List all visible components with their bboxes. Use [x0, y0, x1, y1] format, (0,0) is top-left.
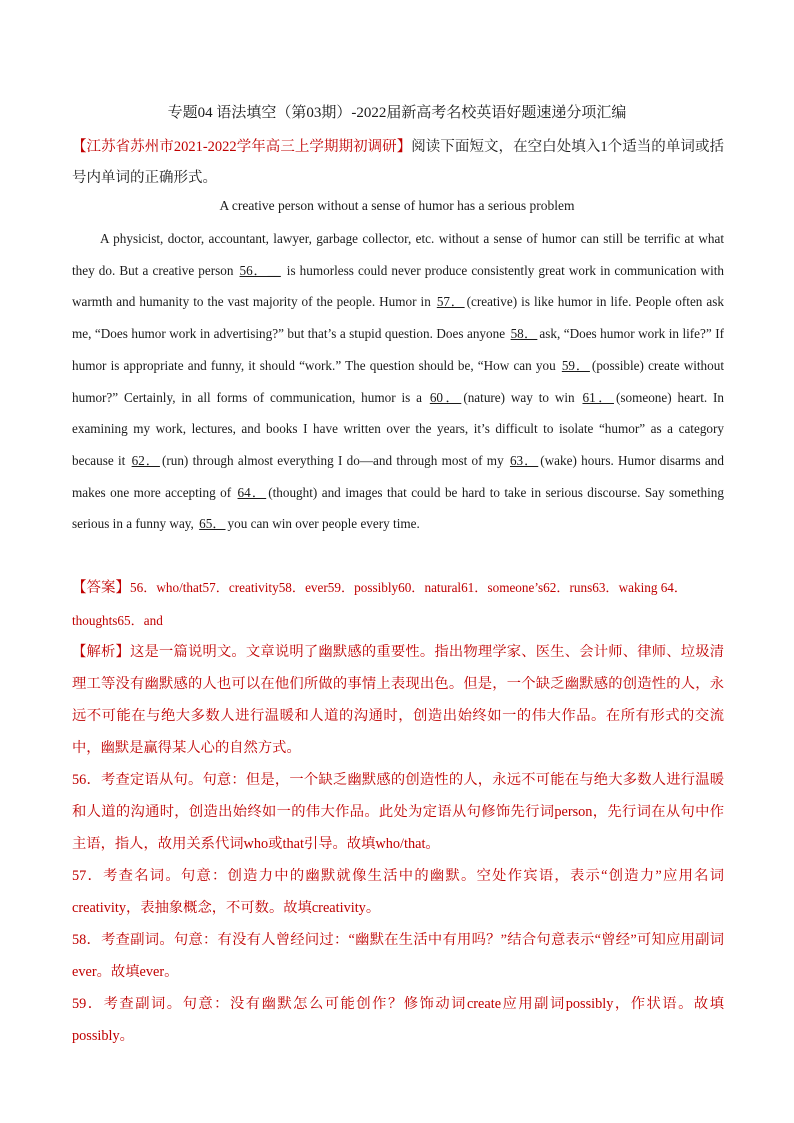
passage-text: (creative) is like humor in life. People often ask me, “Does humor work in advertising?” but that’s a stupid question. Does anyone [72, 294, 724, 342]
passage-text: (possible) create without humor?” Certainly, in all forms of communication, humor is a [72, 357, 724, 405]
analysis-item-58: 58．考查副词。句意：有没有人曾经问过：“幽默在生活中有用吗？”结合句意表示“曾经”可知应用副词ever。故填ever。 [72, 932, 724, 980]
blank-56: 56．__ [239, 262, 281, 278]
passage-text: ask, “Does humor work in life?” If humor is appropriate and funny, it should “work.” The question should be, “How can you [72, 326, 725, 373]
analysis-item-59: 59．考查副词。句意：没有幽默怎么可能创作？修饰动词create应用副词possibly，作状语。故填possibly。 [72, 996, 724, 1044]
blank-61: 61． [582, 389, 614, 405]
blank-65: 65． [199, 516, 226, 532]
passage-paragraph [72, 223, 724, 540]
source-and-instruction [72, 132, 724, 194]
answer-text: 56．who/that57．creativity58．ever59．possibly60．natural61．someone’s62．runs63．waking 64．thoughts65．and [72, 580, 688, 628]
passage-title: A creative person without a sense of humor has a serious problem [219, 198, 575, 213]
analysis-item-57: 57．考查名词。句意：创造力中的幽默就像生活中的幽默。空处作宾语，表示“创造力”应用名词creativity，表抽象概念，不可数。故填creativity。 [72, 868, 724, 916]
document-title: 专题04 语法填空（第03期）-2022届新高考名校英语好题速递分项汇编 [167, 105, 627, 121]
blank-63: 63． [509, 452, 539, 468]
analysis-tag: 【解析】 [72, 644, 130, 660]
passage-text: (thought) and images that could be hard to take in serious discourse. Say something serious in a funny way, [72, 484, 724, 532]
blank-58: 58． [510, 326, 538, 342]
blank-60: 60． [429, 389, 462, 405]
passage-text: (wake) hours. Humor disarms and makes one more accepting of [72, 452, 724, 500]
answer-section [72, 572, 724, 636]
passage-text: you can win over people every time. [227, 516, 420, 532]
source-tag: 【江苏省苏州市2021-2022学年高三上学期期初调研】 [72, 139, 412, 155]
analysis-item-56: 56．考查定语从句。句意：但是，一个缺乏幽默感的创造性的人，永远不可能在与绝大多数人进行温暖和人道的沟通时，创造出始终如一的伟大作品。此处为定语从句修饰先行词person，先行词在从句中作主语，指人，故用关系代词who或that引导。故填who/that。 [72, 772, 724, 852]
analysis-text: 这是一篇说明文。文章说明了幽默感的重要性。指出物理学家、医生、会计师、律师、垃圾清理工等没有幽默感的人也可以在他们所做的事情上表现出色。但是，一个缺乏幽默感的创造性的人，永远不可能在与绝大多数人进行温暖和人道的沟通时，创造出始终如一的伟大作品。在所有形式的交流中，幽默是赢得某人心的自然方式。 [72, 644, 725, 756]
blank-62: 62． [131, 452, 160, 468]
analysis-summary [72, 636, 724, 764]
passage-text: (run) through almost everything I do—and through most of my [161, 452, 508, 468]
passage-text: is humorless could never produce consistently great work in communication with warmth and humanity to the vast majority of the people. Humor in [72, 262, 724, 310]
instruction-text: 阅读下面短文，在空白处填入1个适当的单词或括号内单词的正确形式。 [72, 139, 724, 186]
passage-text: (someone) heart. In examining my work, lectures, and books I have written over the years, it’s difficult to isolate “humor” as a category because it [72, 389, 724, 468]
blank-59: 59． [561, 357, 590, 373]
answer-tag: 【答案】 [72, 580, 130, 596]
passage [72, 223, 724, 540]
passage-text: (nature) way to win [463, 389, 581, 405]
blank-64: 64． [237, 484, 267, 500]
passage-text: A physicist, doctor, accountant, lawyer, garbage collector, etc. without a sense of humor can still be terrific at what they do. But a creative person [72, 231, 724, 278]
analysis-section [72, 636, 724, 1052]
blank-57: 57． [436, 294, 465, 310]
